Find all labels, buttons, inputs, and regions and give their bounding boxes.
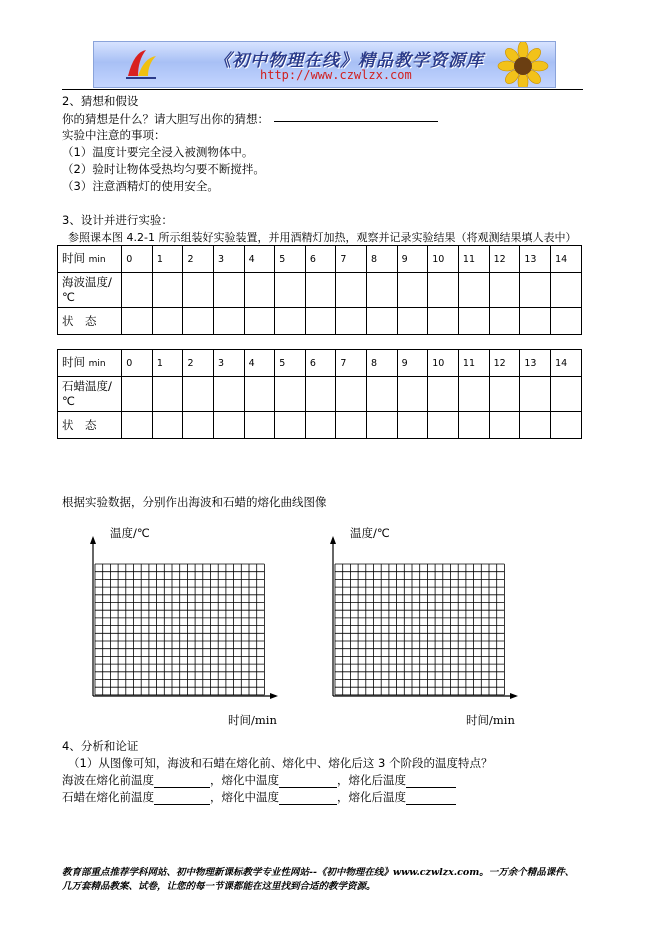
state-cell[interactable] bbox=[122, 308, 153, 335]
time-col-5: 5 bbox=[275, 350, 306, 377]
time-col-10: 10 bbox=[428, 246, 459, 273]
hypothesis-prompt bbox=[62, 111, 269, 127]
temp-cell[interactable] bbox=[520, 273, 551, 308]
state-cell[interactable] bbox=[551, 308, 582, 335]
right-grid-graph[interactable] bbox=[324, 534, 524, 704]
shila-after-blank[interactable] bbox=[406, 792, 456, 805]
note-3: （3）注意酒精灯的使用安全。 bbox=[62, 179, 219, 193]
state-cell[interactable] bbox=[458, 412, 489, 439]
state-cell[interactable] bbox=[489, 308, 520, 335]
state-cell[interactable] bbox=[305, 308, 336, 335]
temp-cell[interactable] bbox=[489, 377, 520, 412]
x-axis-arrow-icon bbox=[510, 693, 518, 699]
y-axis-arrow-icon bbox=[90, 536, 96, 544]
temp-cell[interactable] bbox=[122, 273, 153, 308]
time-col-2: 2 bbox=[183, 350, 214, 377]
state-cell[interactable] bbox=[275, 308, 306, 335]
state-cell[interactable] bbox=[214, 412, 245, 439]
banner-title: 《初中物理在线》精品教学资源库 bbox=[214, 51, 484, 71]
time-col-11: 11 bbox=[458, 246, 489, 273]
site-logo-icon bbox=[124, 48, 158, 80]
temp-cell[interactable] bbox=[551, 273, 582, 308]
time-col-1: 1 bbox=[152, 246, 183, 273]
state-cell[interactable] bbox=[152, 412, 183, 439]
haibo-before-blank[interactable] bbox=[154, 775, 210, 788]
note-2: （2）验时让物体受热均匀要不断搅拌。 bbox=[62, 162, 265, 176]
time-col-4: 4 bbox=[244, 350, 275, 377]
state-cell[interactable] bbox=[489, 412, 520, 439]
shila-answer-line: 石蜡在熔化前温度 ，熔化中温度 ，熔化后温度 bbox=[62, 789, 456, 805]
time-col-14: 14 bbox=[551, 350, 582, 377]
time-col-9: 9 bbox=[397, 246, 428, 273]
time-header-cell: 时间 min bbox=[58, 350, 122, 377]
temp-cell[interactable] bbox=[336, 377, 367, 412]
state-label-cell: 状 态 bbox=[58, 308, 122, 335]
time-col-5: 5 bbox=[275, 246, 306, 273]
temp-label-cell: 石蜡温度/ ℃ bbox=[58, 377, 122, 412]
state-label-cell: 状 态 bbox=[58, 412, 122, 439]
footer-line-1: 教育部重点推荐学科网站、初中物理新课标教学专业性网站--《初中物理在线》www.czwlzx.com。一万余个精品课件、 bbox=[62, 867, 575, 878]
table-row bbox=[58, 246, 582, 273]
x-axis-arrow-icon bbox=[270, 693, 278, 699]
temp-cell[interactable] bbox=[183, 273, 214, 308]
time-col-13: 13 bbox=[520, 350, 551, 377]
time-col-7: 7 bbox=[336, 246, 367, 273]
time-header-cell: 时间 min bbox=[58, 246, 122, 273]
state-cell[interactable] bbox=[428, 412, 459, 439]
hypothesis-answer-blank[interactable] bbox=[274, 121, 438, 122]
time-col-3: 3 bbox=[214, 350, 245, 377]
temp-cell[interactable] bbox=[214, 377, 245, 412]
section4-heading: 4、分析和论证 bbox=[62, 739, 139, 753]
state-cell[interactable] bbox=[397, 412, 428, 439]
left-grid-graph[interactable] bbox=[84, 534, 284, 704]
haibo-answer-line: 海波在熔化前温度 ，熔化中温度 ，熔化后温度 bbox=[62, 772, 456, 788]
left-graph-ylabel: 温度/℃ bbox=[110, 526, 150, 540]
time-col-8: 8 bbox=[367, 350, 398, 377]
temp-cell[interactable] bbox=[305, 273, 336, 308]
temp-cell[interactable] bbox=[551, 377, 582, 412]
time-col-7: 7 bbox=[336, 350, 367, 377]
state-cell[interactable] bbox=[367, 412, 398, 439]
temp-cell[interactable] bbox=[275, 377, 306, 412]
state-cell[interactable] bbox=[275, 412, 306, 439]
right-graph-xlabel: 时间/min bbox=[466, 713, 515, 727]
time-col-4: 4 bbox=[244, 246, 275, 273]
table-row bbox=[58, 350, 582, 377]
table-row bbox=[58, 308, 582, 335]
shila-before-blank[interactable] bbox=[154, 792, 210, 805]
temp-cell[interactable] bbox=[152, 377, 183, 412]
time-col-8: 8 bbox=[367, 246, 398, 273]
banner-url: http://www.czwlzx.com bbox=[260, 68, 412, 82]
table-haibo bbox=[57, 245, 582, 335]
time-col-3: 3 bbox=[214, 246, 245, 273]
time-col-14: 14 bbox=[551, 246, 582, 273]
sunflower-icon bbox=[493, 41, 553, 88]
time-col-12: 12 bbox=[489, 350, 520, 377]
state-cell[interactable] bbox=[122, 412, 153, 439]
state-cell[interactable] bbox=[458, 308, 489, 335]
state-cell[interactable] bbox=[152, 308, 183, 335]
time-col-12: 12 bbox=[489, 246, 520, 273]
header-banner bbox=[93, 41, 556, 88]
temp-cell[interactable] bbox=[397, 377, 428, 412]
state-cell[interactable] bbox=[336, 412, 367, 439]
time-col-2: 2 bbox=[183, 246, 214, 273]
state-cell[interactable] bbox=[305, 412, 336, 439]
hypothesis-prompt-text: 你的猜想是什么？请大胆写出你的猜想： bbox=[62, 112, 269, 126]
state-cell[interactable] bbox=[520, 308, 551, 335]
time-col-0: 0 bbox=[122, 350, 153, 377]
temp-cell[interactable] bbox=[305, 377, 336, 412]
temp-cell[interactable] bbox=[520, 377, 551, 412]
temp-cell[interactable] bbox=[214, 273, 245, 308]
time-col-0: 0 bbox=[122, 246, 153, 273]
table-shila bbox=[57, 349, 582, 439]
state-cell[interactable] bbox=[183, 308, 214, 335]
section3-heading: 3、设计并进行实验： bbox=[62, 213, 173, 227]
header-rule bbox=[62, 89, 583, 90]
state-cell[interactable] bbox=[428, 308, 459, 335]
state-cell[interactable] bbox=[520, 412, 551, 439]
state-cell[interactable] bbox=[397, 308, 428, 335]
temp-cell[interactable] bbox=[367, 377, 398, 412]
table-row bbox=[58, 273, 582, 308]
state-cell[interactable] bbox=[336, 308, 367, 335]
temp-cell[interactable] bbox=[336, 273, 367, 308]
section2-heading: 2、猜想和假设 bbox=[62, 94, 139, 108]
graphs-intro: 根据实验数据，分别作出海波和石蜡的熔化曲线图像 bbox=[62, 495, 327, 509]
note-1: （1）温度计要完全浸入被测物体中。 bbox=[62, 145, 254, 159]
temp-cell[interactable] bbox=[397, 273, 428, 308]
analysis-question: （1）从图像可知，海波和石蜡在熔化前、熔化中、熔化后这 3 个阶段的温度特点？ bbox=[68, 756, 493, 770]
footer-line-2: 几万套精品教案、试卷，让您的每一节课都能在这里找到合适的教学资源。 bbox=[62, 881, 376, 892]
haibo-after-blank[interactable] bbox=[406, 775, 456, 788]
temp-label-cell: 海波温度/ ℃ bbox=[58, 273, 122, 308]
time-col-6: 6 bbox=[305, 246, 336, 273]
state-cell[interactable] bbox=[551, 412, 582, 439]
table-row bbox=[58, 377, 582, 412]
state-cell[interactable] bbox=[214, 308, 245, 335]
temp-cell[interactable] bbox=[458, 377, 489, 412]
left-graph-xlabel: 时间/min bbox=[228, 713, 277, 727]
time-col-13: 13 bbox=[520, 246, 551, 273]
shila-during-blank[interactable] bbox=[279, 792, 337, 805]
temp-cell[interactable] bbox=[428, 273, 459, 308]
temp-cell[interactable] bbox=[275, 273, 306, 308]
temp-cell[interactable] bbox=[244, 377, 275, 412]
temp-cell[interactable] bbox=[367, 273, 398, 308]
temp-cell[interactable] bbox=[244, 273, 275, 308]
state-cell[interactable] bbox=[183, 412, 214, 439]
time-col-1: 1 bbox=[152, 350, 183, 377]
y-axis-arrow-icon bbox=[330, 536, 336, 544]
haibo-during-blank[interactable] bbox=[279, 775, 337, 788]
temp-cell[interactable] bbox=[152, 273, 183, 308]
temp-cell[interactable] bbox=[183, 377, 214, 412]
state-cell[interactable] bbox=[367, 308, 398, 335]
time-col-10: 10 bbox=[428, 350, 459, 377]
temp-cell[interactable] bbox=[489, 273, 520, 308]
temp-cell[interactable] bbox=[428, 377, 459, 412]
right-graph-ylabel: 温度/℃ bbox=[350, 526, 390, 540]
notes-heading: 实验中注意的事项： bbox=[62, 128, 166, 142]
state-cell[interactable] bbox=[244, 308, 275, 335]
time-col-9: 9 bbox=[397, 350, 428, 377]
table-row bbox=[58, 412, 582, 439]
temp-cell[interactable] bbox=[458, 273, 489, 308]
time-col-6: 6 bbox=[305, 350, 336, 377]
temp-cell[interactable] bbox=[122, 377, 153, 412]
experiment-instruction: 参照课本图 4.2-1 所示组装好实验装置，并用酒精灯加热，观察并记录实验结果（将观测结果填人表中） bbox=[68, 231, 577, 244]
time-col-11: 11 bbox=[458, 350, 489, 377]
state-cell[interactable] bbox=[244, 412, 275, 439]
